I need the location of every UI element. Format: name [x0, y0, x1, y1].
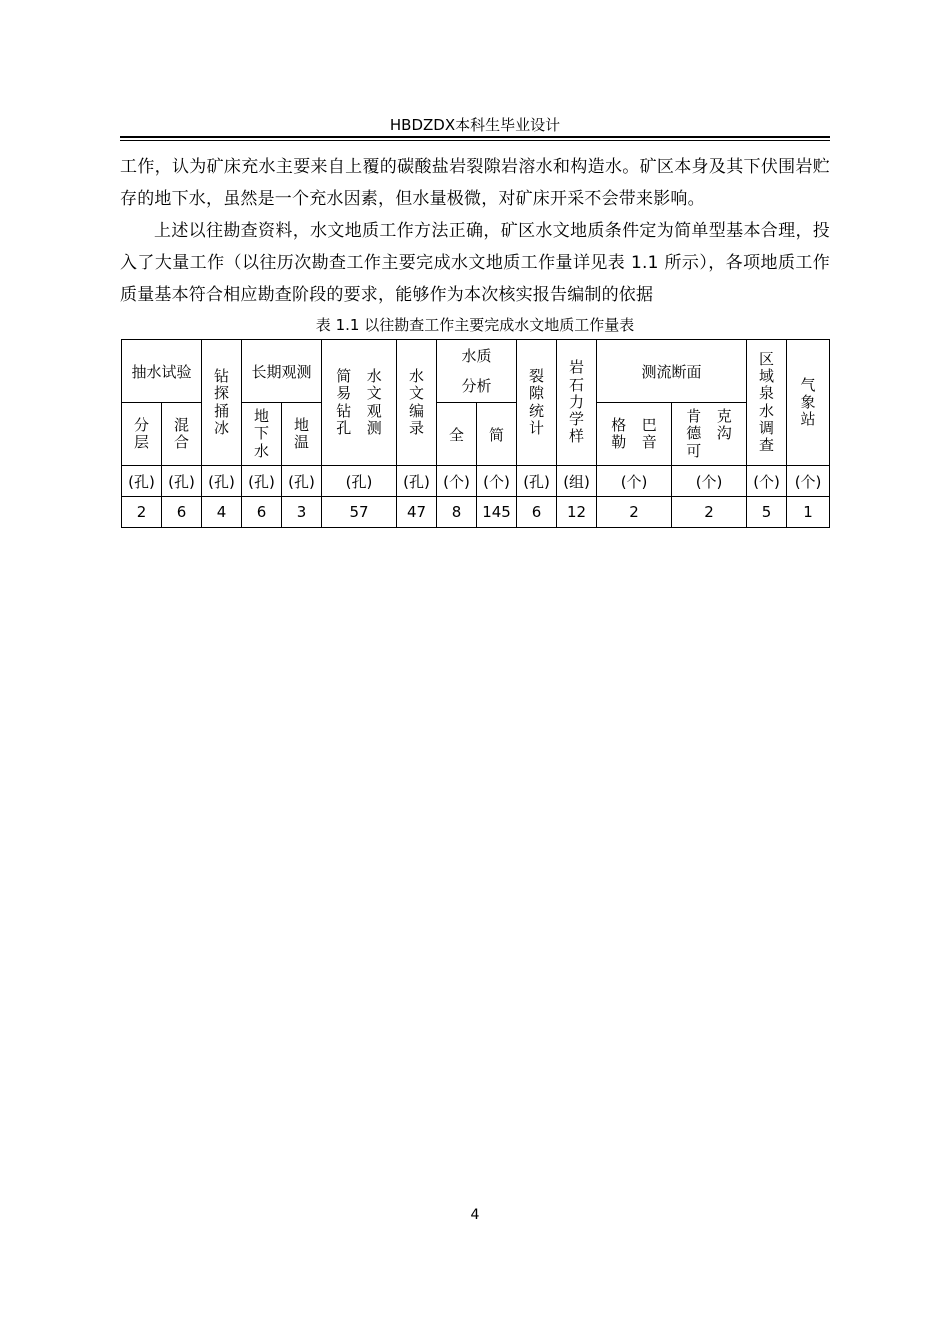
header-spring-survey: 区域泉水调查	[747, 340, 787, 466]
table-units-row	[122, 466, 830, 497]
unit-cell: (孔)	[162, 466, 202, 497]
table-caption: 表 1.1 以往勘查工作主要完成水文地质工作量表	[315, 316, 635, 334]
unit-cell: (孔)	[397, 466, 437, 497]
subheader-mixed: 混合	[162, 403, 202, 466]
value-cell: 2	[122, 497, 162, 528]
header-pumping: 抽水试验	[122, 340, 202, 403]
unit-cell: (组)	[557, 466, 597, 497]
value-cell: 57	[322, 497, 397, 528]
paragraph-2: 上述以往勘查资料，水文地质工作方法正确，矿区水文地质条件定为简单型基本合理，投入了大量工作（以往历次勘查工作主要完成水文地质工作量详见表 1.1 所示），各项地质工作质量基本符合相应勘查阶段的要求，能够作为本次核实报告编制的依据	[120, 221, 830, 305]
paragraph-1: 工作，认为矿床充水主要来自上覆的碳酸盐岩裂隙岩溶水和构造水。矿区本身及其下伏围岩贮存的地下水，虽然是一个充水因素，但水量极微，对矿床开采不会带来影响。	[120, 157, 830, 209]
header-water-quality: 水质 分析	[437, 340, 517, 403]
unit-cell: (孔)	[122, 466, 162, 497]
header-rule-thin	[120, 140, 830, 141]
unit-cell: (个)	[477, 466, 517, 497]
value-cell: 145	[477, 497, 517, 528]
unit-cell: (孔)	[322, 466, 397, 497]
value-cell: 4	[202, 497, 242, 528]
header-fracture: 裂隙统计	[517, 340, 557, 466]
header-longterm: 长期观测	[242, 340, 322, 403]
unit-cell: (个)	[597, 466, 672, 497]
table-header-row-1	[122, 340, 830, 403]
header-rock-sample: 岩石力学样	[557, 340, 597, 466]
value-cell: 3	[282, 497, 322, 528]
value-cell: 47	[397, 497, 437, 528]
subheader-gele: 格勒 巴音	[597, 403, 672, 466]
value-cell: 5	[747, 497, 787, 528]
unit-cell: (孔)	[242, 466, 282, 497]
subheader-groundwater: 地下水	[242, 403, 282, 466]
header-rule-thick	[120, 136, 830, 138]
header-hydro-log: 水文编录	[397, 340, 437, 466]
subheader-ground-temp: 地温	[282, 403, 322, 466]
subheader-brief: 简	[477, 403, 517, 466]
header-simple-drill: 简易钻孔 水文观测	[322, 340, 397, 466]
hydro-work-table	[121, 339, 830, 528]
unit-cell: (个)	[437, 466, 477, 497]
unit-cell: (孔)	[202, 466, 242, 497]
unit-cell: (个)	[747, 466, 787, 497]
value-cell: 6	[242, 497, 282, 528]
value-cell: 8	[437, 497, 477, 528]
page-header: HBDZDX本科生毕业设计	[389, 116, 561, 134]
value-cell: 6	[517, 497, 557, 528]
value-cell: 1	[787, 497, 830, 528]
unit-cell: (孔)	[517, 466, 557, 497]
page-number: 4	[470, 1207, 480, 1223]
value-cell: 12	[557, 497, 597, 528]
value-cell: 2	[672, 497, 747, 528]
value-cell: 6	[162, 497, 202, 528]
unit-cell: (孔)	[282, 466, 322, 497]
subheader-layered: 分层	[122, 403, 162, 466]
unit-cell: (个)	[672, 466, 747, 497]
unit-cell: (个)	[787, 466, 830, 497]
subheader-kende: 肯德可 克沟	[672, 403, 747, 466]
value-cell: 2	[597, 497, 672, 528]
header-weather-station: 气象站	[787, 340, 830, 466]
header-drilling: 钻探捅冰	[202, 340, 242, 466]
header-flow-sections: 测流断面	[597, 340, 747, 403]
table-values-row	[122, 497, 830, 528]
subheader-full: 全	[437, 403, 477, 466]
